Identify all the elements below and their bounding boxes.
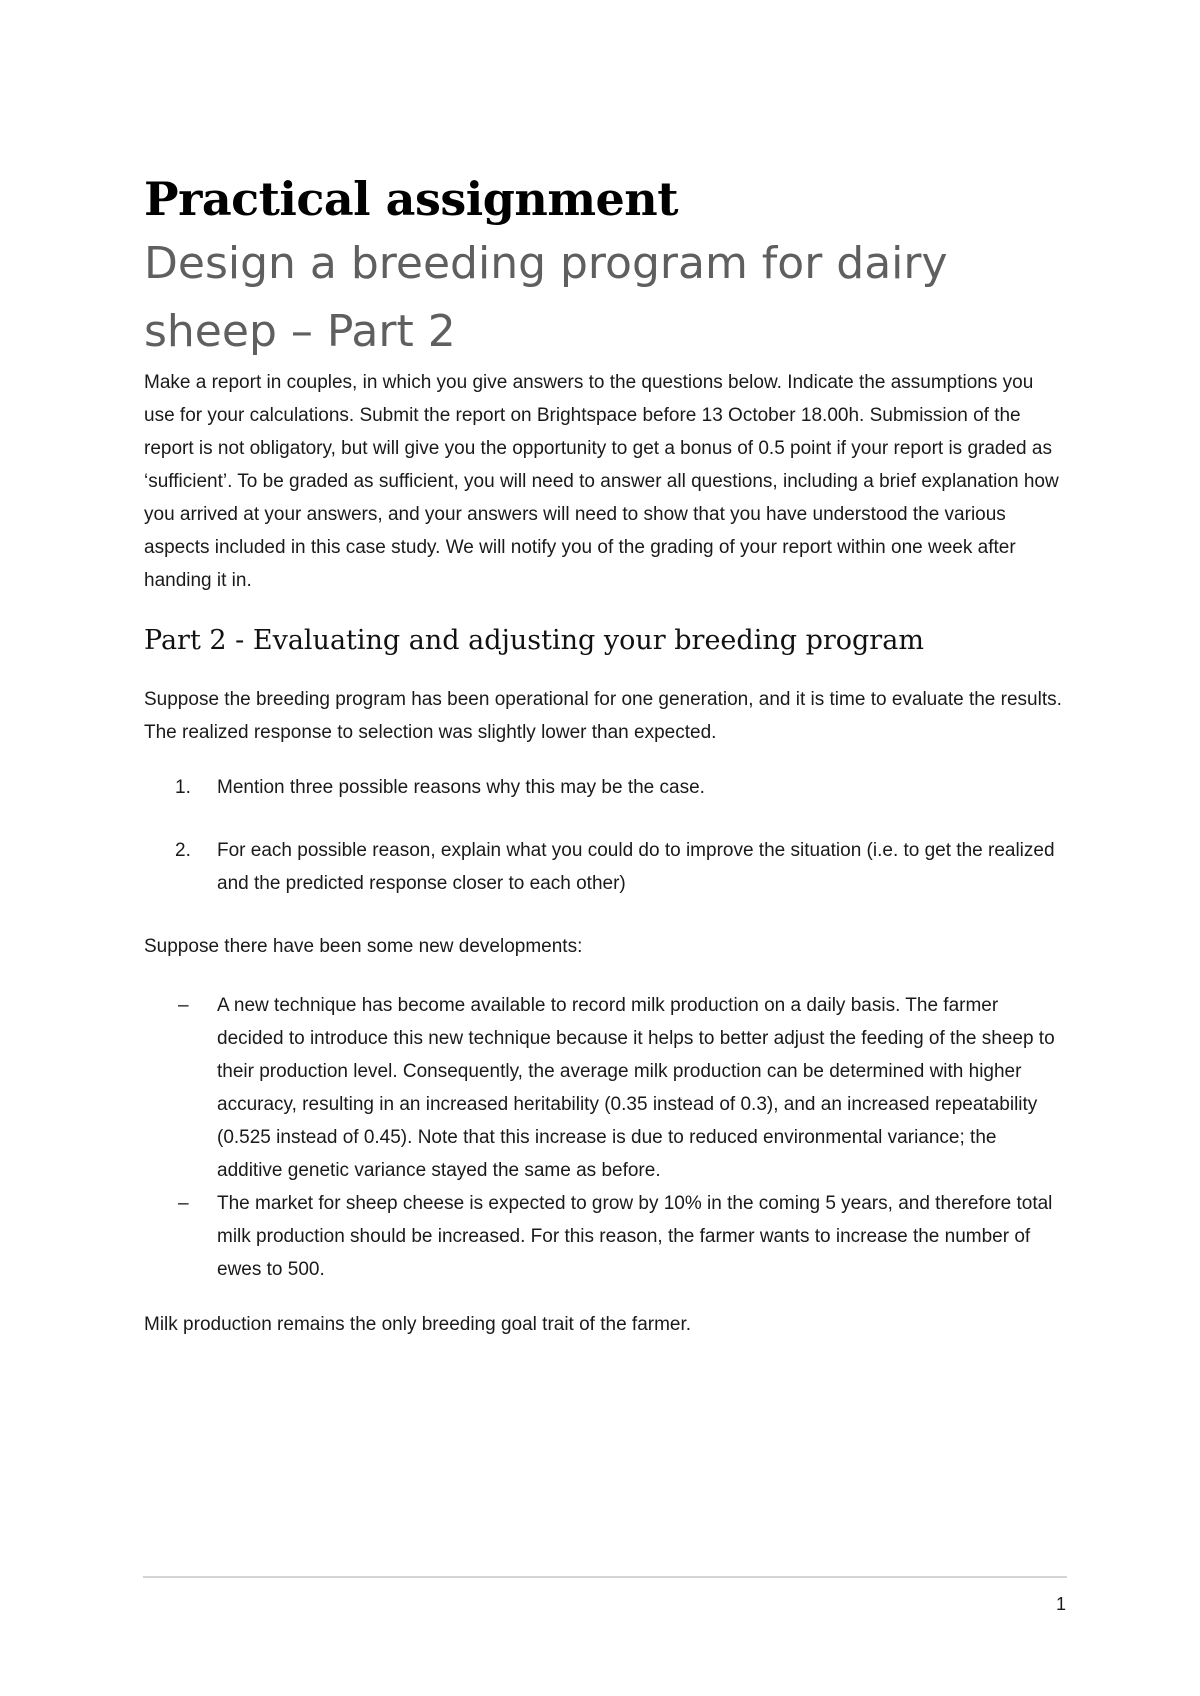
dash-marker: – xyxy=(178,1193,189,1214)
development-text: A new technique has become available to record milk production on a daily basis. The farmer decided to introduce this new technique because it helps to better adjust the feeding of the sheep to their production level. Consequently, the average milk production can be determined with higher accuracy, resulting in an increased heritability (0.35 instead of 0.3), and an increased repeatability (0.525 instead of 0.45). Note that this increase is due to reduced environmental variance; the additive genetic variance stayed the same as before. xyxy=(217,995,1055,1181)
developments-list xyxy=(144,989,1066,1286)
development-text: The market for sheep cheese is expected to grow by 10% in the coming 5 years, and therefore total milk production should be increased. For this reason, the farmer wants to increase the number of ewes to 500. xyxy=(217,1193,1053,1280)
development-item xyxy=(144,989,1066,1187)
document-subtitle: Design a breeding program for dairy sheep – Part 2 xyxy=(144,238,948,357)
page-content xyxy=(144,170,1066,1341)
question-number: 1. xyxy=(175,777,191,798)
document-title: Practical assignment xyxy=(144,172,678,226)
question-item xyxy=(144,771,1066,804)
footer-divider xyxy=(143,1576,1067,1578)
question-item xyxy=(144,834,1066,900)
developments-intro: Suppose there have been some new developments: xyxy=(144,936,583,957)
question-text: Mention three possible reasons why this may be the case. xyxy=(217,777,705,798)
part2-intro-paragraph: Suppose the breeding program has been operational for one generation, and it is time to evaluate the results. The realized response to selection was slightly lower than expected. xyxy=(144,689,1062,743)
question-number: 2. xyxy=(175,840,191,861)
intro-paragraph: Make a report in couples, in which you give answers to the questions below. Indicate the assumptions you use for your calculations. Submit the report on Brightspace before 13 October 18.00h. Submission of the report is not obligatory, but will give you the opportunity to get a bonus of 0.5 point if your report is graded as ‘sufficient’. To be graded as sufficient, you will need to answer all questions, including a brief explanation how you arrived at your answers, and your answers will need to show that you have understood the various aspects included in this case study. We will notify you of the grading of your report within one week after handing it in. xyxy=(144,372,1059,591)
dash-marker: – xyxy=(178,995,189,1016)
section-heading-part2: Part 2 - Evaluating and adjusting your breeding program xyxy=(144,625,924,656)
development-item xyxy=(144,1187,1066,1286)
question-list xyxy=(144,771,1066,900)
question-text: For each possible reason, explain what you could do to improve the situation (i.e. to get the realized and the predicted response closer to each other) xyxy=(217,840,1055,894)
closing-paragraph: Milk production remains the only breeding goal trait of the farmer. xyxy=(144,1314,692,1335)
page-number: 1 xyxy=(1055,1594,1066,1614)
